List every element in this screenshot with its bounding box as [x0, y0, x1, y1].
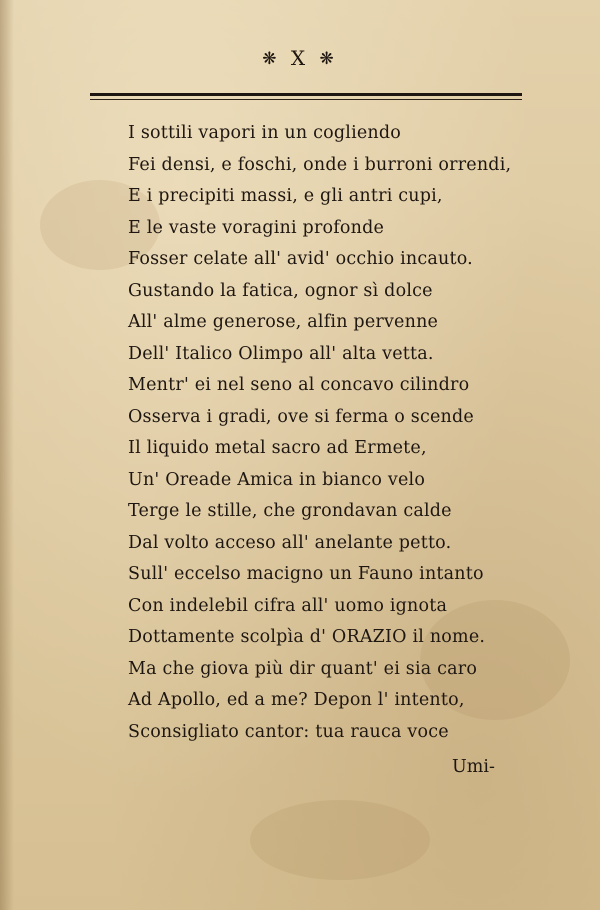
poem-verses: [128, 118, 528, 748]
verse-line: Fei densi, e foschi, onde i burroni orrendi,: [128, 154, 512, 175]
verse-line: Ma che giova più dir quant' ei sia caro: [128, 658, 478, 679]
verse-line: Sull' eccelso macigno un Fauno intanto: [128, 564, 484, 584]
verse-line: I sottili vapori in un cogliendo: [128, 123, 402, 143]
verse-line: Il liquido metal sacro ad Ermete,: [128, 438, 427, 458]
verse-line: Un' Oreade Amica in bianco velo: [128, 469, 426, 490]
ornament-right-icon: ❋: [319, 49, 338, 69]
page-header: [0, 46, 600, 70]
verse-line: E le vaste voragini profonde: [128, 217, 385, 238]
ornament-left-icon: ❋: [262, 49, 281, 69]
page-numeral: X: [290, 46, 310, 70]
verse-line: Mentr' ei nel seno al concavo cilindro: [128, 375, 470, 395]
verse-line: Dell' Italico Olimpo all' alta vetta.: [128, 343, 434, 364]
header-rule-thick: [90, 93, 522, 96]
paper-stain: [250, 800, 430, 880]
verse-line: All' alme generose, alfin pervenne: [128, 312, 439, 332]
verse-line: Osserva i gradi, ove si ferma o scende: [128, 406, 474, 427]
verse-line: Sconsigliato cantor: tua rauca voce: [128, 721, 449, 742]
verse-line: Gustando la fatica, ognor sì dolce: [128, 280, 433, 301]
header-rule-thin: [90, 99, 522, 100]
verse-line: Terge le stille, che grondavan calde: [128, 501, 452, 521]
page-edge-shadow: [0, 0, 14, 910]
verse-line: E i precipiti massi, e gli antri cupi,: [128, 186, 443, 206]
verse-line: Dal volto acceso all' anelante petto.: [128, 532, 452, 553]
verse-line: Fosser celate all' avid' occhio incauto.: [128, 249, 473, 269]
verse-line: Ad Apollo, ed a me? Depon l' intento,: [128, 690, 465, 710]
catchword: Umi-: [452, 757, 495, 777]
verse-line: Con indelebil cifra all' uomo ignota: [128, 595, 448, 616]
verse-line: Dottamente scolpìa d' ORAZIO il nome.: [128, 627, 486, 647]
